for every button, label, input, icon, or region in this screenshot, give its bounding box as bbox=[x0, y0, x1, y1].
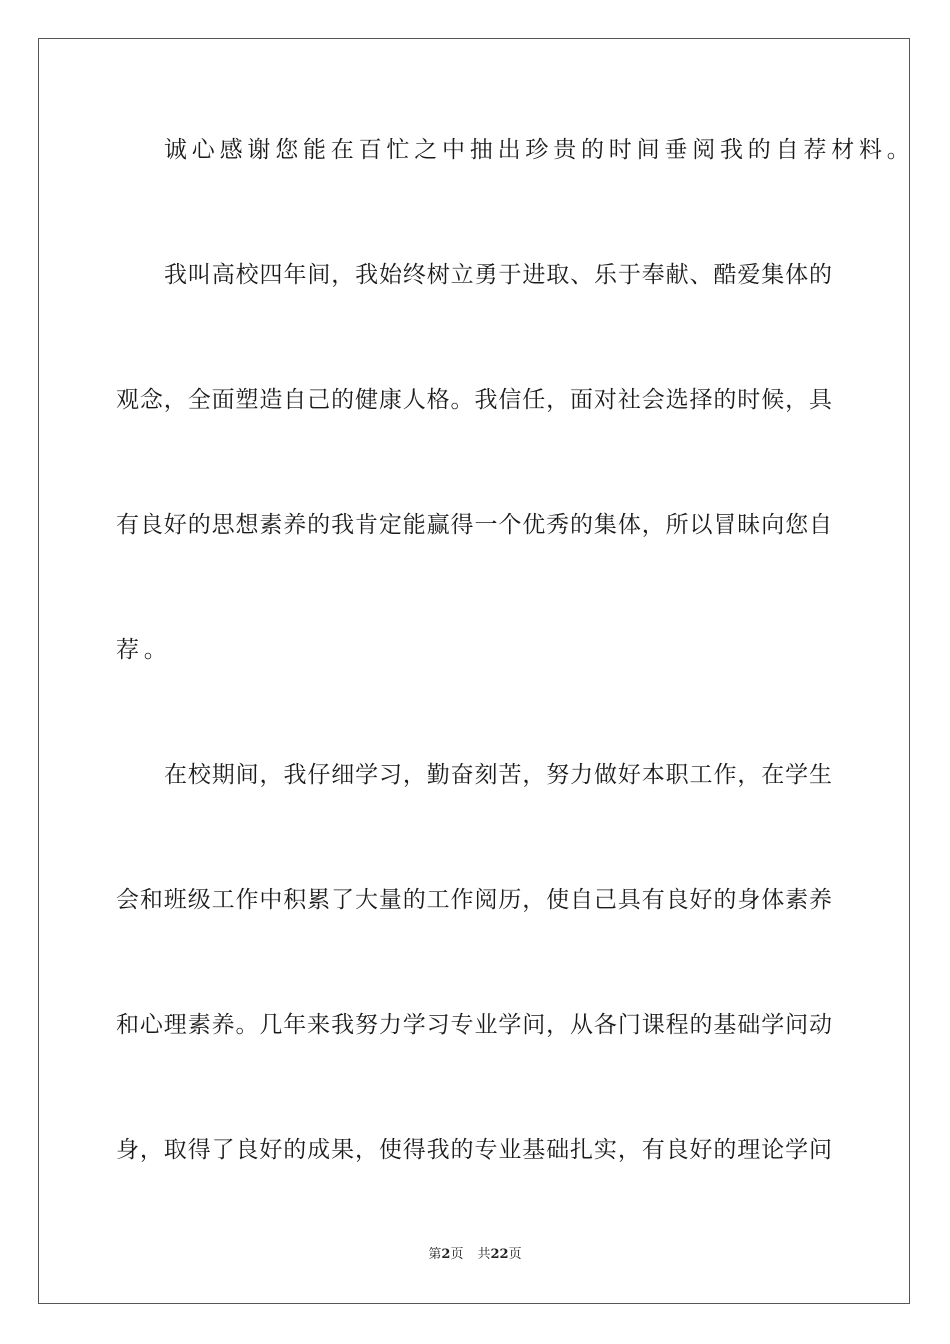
total-pages: 22 bbox=[490, 1247, 509, 1262]
text-line: 会和班级工作中积累了大量的工作阅历，使自己具有良好的身体素养 bbox=[116, 887, 832, 913]
page-prefix: 第 bbox=[428, 1247, 442, 1262]
page-border bbox=[38, 38, 915, 1304]
text-line: 在校期间，我仔细学习，勤奋刻苦，努力做好本职工作，在学生 bbox=[164, 762, 832, 788]
total-prefix: 共 bbox=[477, 1247, 491, 1262]
total-suffix: 页 bbox=[508, 1247, 522, 1262]
text-line: 有良好的思想素养的我肯定能赢得一个优秀的集体，所以冒昧向您自 bbox=[116, 512, 832, 538]
text-line: 观念，全面塑造自己的健康人格。我信任，面对社会选择的时候，具 bbox=[116, 387, 832, 413]
text-line: 荐。 bbox=[116, 637, 172, 663]
text-line: 我叫高校四年间，我始终树立勇于进取、乐于奉献、酷爱集体的 bbox=[164, 262, 832, 288]
text-line: 身，取得了良好的成果，使得我的专业基础扎实，有良好的理论学问 bbox=[116, 1137, 832, 1163]
page-footer bbox=[0, 1245, 950, 1265]
text-line: 诚心感谢您能在百忙之中抽出珍贵的时间垂阅我的自荐材料。 bbox=[164, 137, 915, 163]
page-suffix: 页 bbox=[450, 1247, 464, 1262]
text-line: 和心理素养。几年来我努力学习专业学问，从各门课程的基础学问动 bbox=[116, 1012, 832, 1038]
page-number: 2 bbox=[441, 1247, 451, 1262]
